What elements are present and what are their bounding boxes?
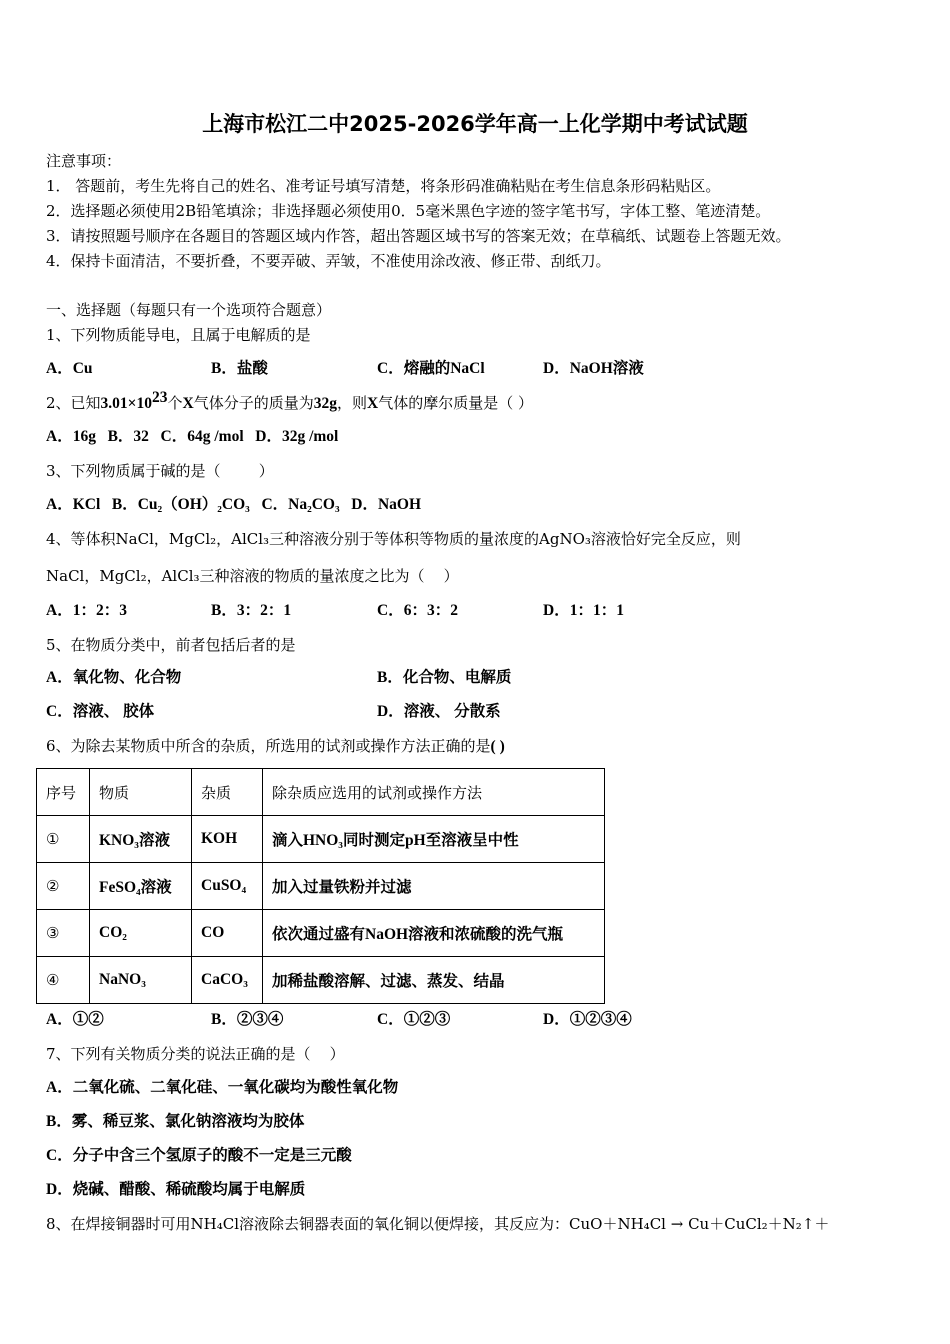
table-row — [37, 816, 605, 863]
question-3-options: A．KCl B．Cu₂（OH）₂CO₃ C．Na₂CO₃ D．NaOH — [46, 496, 422, 513]
question-5-option-b: B．化合物、电解质 — [377, 669, 512, 686]
page-title: 上海市松江二中2025-2026学年高一上化学期中考试试题 — [202, 112, 748, 136]
question-4-option-a: A．1：2：3 — [46, 602, 127, 619]
question-1-option-c: C．熔融的NaCl — [377, 360, 485, 377]
table-cell: ③ — [37, 910, 90, 957]
question-5-option-a: A．氧化物、化合物 — [46, 669, 182, 686]
table-row — [37, 957, 605, 1004]
table-cell: 加入过量铁粉并过滤 — [263, 863, 605, 910]
table-header-cell: 杂质 — [192, 769, 263, 816]
question-8-stem: 8、在焊接铜器时可用NH₄Cl溶液除去铜器表面的氧化铜以便焊接，其反应为：CuO＋NH₄Cl → Cu＋CuCl₂＋N₂↑＋ — [46, 1215, 830, 1233]
notice-heading: 注意事项： — [46, 152, 122, 170]
impurity-table — [36, 768, 605, 1004]
question-3-stem: 3、下列物质属于碱的是（ ） — [46, 462, 274, 480]
question-5-option-d: D．溶液、 分散系 — [377, 703, 501, 720]
question-6-option-d: D．①②③④ — [543, 1011, 632, 1028]
table-cell: ④ — [37, 957, 90, 1004]
table-cell: ① — [37, 816, 90, 863]
question-4-option-d: D．1：1：1 — [543, 602, 624, 619]
question-2-options: A．16g B．32 C．64g /mol D．32g /mol — [46, 428, 339, 445]
question-7-option-b: B．雾、稀豆浆、氯化钠溶液均为胶体 — [46, 1113, 305, 1130]
question-7-option-c: C．分子中含三个氢原子的酸不一定是三元酸 — [46, 1147, 352, 1164]
notice-item: 1． 答题前，考生先将自己的姓名、准考证号填写清楚，将条形码准确粘贴在考生信息条形码粘贴区。 — [46, 177, 721, 195]
table-row — [37, 910, 605, 957]
table-cell: ② — [37, 863, 90, 910]
question-1-option-b: B．盐酸 — [211, 360, 268, 377]
table-header-cell: 物质 — [90, 769, 192, 816]
question-1-option-d: D．NaOH溶液 — [543, 360, 644, 377]
table-cell: 依次通过盛有NaOH溶液和浓硫酸的洗气瓶 — [263, 910, 605, 957]
notice-item: 4．保持卡面清洁，不要折叠，不要弄破、弄皱，不准使用涂改液、修正带、刮纸刀。 — [46, 252, 611, 270]
question-1-option-a: A．Cu — [46, 360, 93, 377]
notice-item: 2．选择题必须使用2B铅笔填涂；非选择题必须使用0．5毫米黑色字迹的签字笔书写，字体工整、笔迹清楚。 — [46, 202, 771, 220]
table-cell: CO₂ — [90, 910, 192, 957]
question-6-option-a: A．①② — [46, 1011, 104, 1028]
table-cell: 滴入HNO₃同时测定pH至溶液呈中性 — [263, 816, 605, 863]
table-cell: 加稀盐酸溶解、过滤、蒸发、结晶 — [263, 957, 605, 1004]
question-6-option-b: B．②③④ — [211, 1011, 284, 1028]
table-cell: CO — [192, 910, 263, 957]
question-4-option-b: B．3：2：1 — [211, 602, 292, 619]
table-cell: KNO₃溶液 — [90, 816, 192, 863]
table-cell: CaCO₃ — [192, 957, 263, 1004]
table-cell: NaNO₃ — [90, 957, 192, 1004]
question-7-stem: 7、下列有关物质分类的说法正确的是（ ） — [46, 1045, 345, 1063]
question-6-option-c: C．①②③ — [377, 1011, 451, 1028]
table-cell: KOH — [192, 816, 263, 863]
question-7-option-a: A．二氧化硫、二氧化硅、一氧化碳均为酸性氧化物 — [46, 1079, 399, 1096]
question-5-stem: 5、在物质分类中，前者包括后者的是 — [46, 636, 296, 654]
table-header-row — [37, 769, 605, 816]
question-4-option-c: C．6：3：2 — [377, 602, 458, 619]
question-2-stem: 2、已知$3.01\times 10^{23}$个X气体分子的质量为32g，则X气体的摩尔质量是（ ） — [46, 389, 533, 412]
question-6-stem: 6、为除去某物质中所含的杂质，所选用的试剂或操作方法正确的是( ) — [46, 737, 505, 755]
table-header-cell: 序号 — [37, 769, 90, 816]
question-7-option-d: D．烧碱、醋酸、稀硫酸均属于电解质 — [46, 1181, 306, 1198]
question-1-stem: 1、下列物质能导电，且属于电解质的是 — [46, 326, 311, 344]
question-5-option-c: C．溶液、 胶体 — [46, 703, 155, 720]
question-4-stem-line2: NaCl，MgCl₂，AlCl₃三种溶液的物质的量浓度之比为（ ） — [46, 567, 459, 585]
table-cell: CuSO₄ — [192, 863, 263, 910]
question-4-stem-line1: 4、等体积NaCl，MgCl₂，AlCl₃三种溶液分别于等体积等物质的量浓度的AgNO₃溶液恰好完全反应，则 — [46, 530, 741, 548]
table-header-cell: 除杂质应选用的试剂或操作方法 — [263, 769, 605, 816]
table-row — [37, 863, 605, 910]
notice-item: 3．请按照题号顺序在各题目的答题区域内作答，超出答题区域书写的答案无效；在草稿纸、试题卷上答题无效。 — [46, 227, 791, 245]
section-heading: 一、选择题（每题只有一个选项符合题意） — [46, 301, 332, 319]
table-cell: FeSO₄溶液 — [90, 863, 192, 910]
